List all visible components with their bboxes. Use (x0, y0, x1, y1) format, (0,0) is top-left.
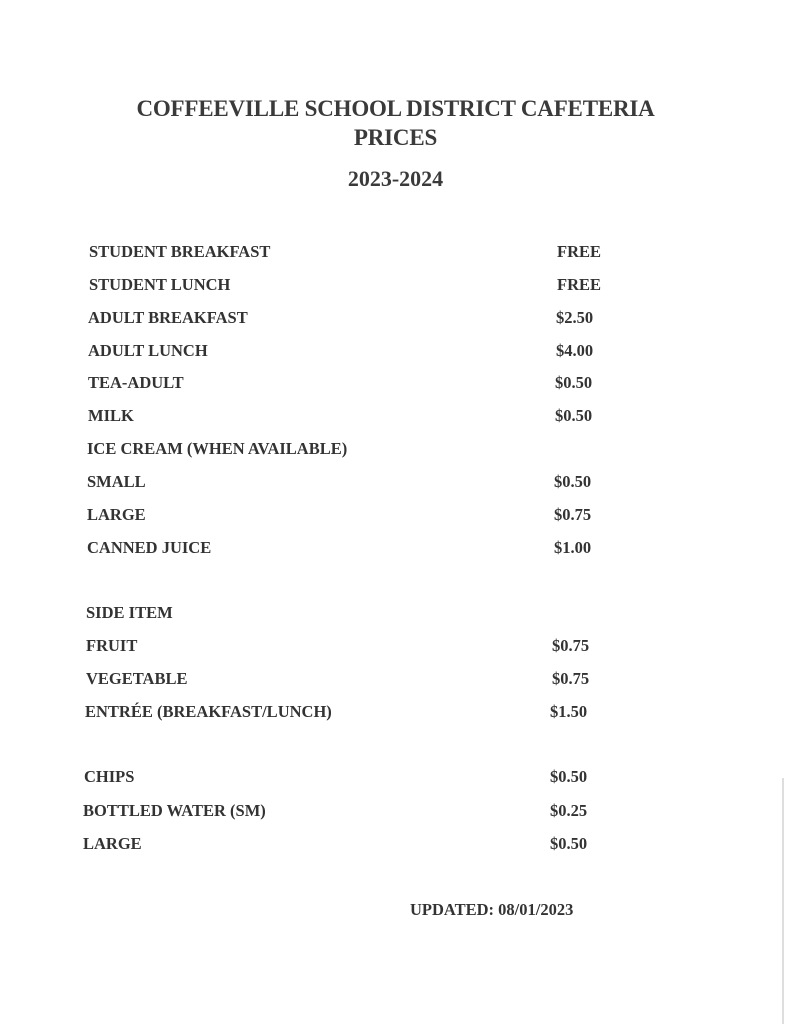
item-price: $1.50 (550, 702, 588, 721)
item-label: VEGETABLE (86, 669, 188, 688)
item-label: BOTTLED WATER (SM) (83, 801, 266, 820)
item-label: FRUIT (86, 636, 138, 655)
school-year: 2023-2024 (347, 166, 444, 191)
item-label: MILK (88, 406, 134, 425)
scan-edge-line (782, 778, 784, 1024)
item-label: ICE CREAM (WHEN AVAILABLE) (87, 439, 348, 458)
item-label: ADULT LUNCH (88, 341, 208, 360)
item-price: $0.75 (552, 669, 590, 688)
updated-date: UPDATED: 08/01/2023 (410, 900, 574, 919)
item-price: FREE (557, 275, 602, 294)
document-title: COFFEEVILLE SCHOOL DISTRICT CAFETERIA (136, 96, 655, 121)
item-label: ENTRÉE (BREAKFAST/LUNCH) (85, 702, 332, 721)
item-label: SIDE ITEM (86, 603, 173, 622)
item-price: $0.50 (555, 406, 593, 425)
item-price: $4.00 (556, 341, 594, 360)
item-label: TEA-ADULT (88, 373, 184, 392)
item-price: $0.50 (554, 472, 592, 491)
item-price: $0.75 (552, 636, 590, 655)
item-label: ADULT BREAKFAST (88, 308, 248, 327)
item-label: LARGE (83, 834, 142, 853)
document-title-line-2: PRICES (353, 125, 438, 150)
item-price: $0.50 (550, 834, 588, 853)
item-label: CANNED JUICE (87, 538, 212, 557)
item-label: LARGE (87, 505, 146, 524)
item-label: STUDENT LUNCH (89, 275, 231, 294)
item-price: $0.25 (550, 801, 588, 820)
item-label: STUDENT BREAKFAST (89, 242, 271, 261)
item-label: CHIPS (84, 767, 135, 786)
item-price: $0.50 (550, 767, 588, 786)
item-label: SMALL (87, 472, 146, 491)
item-price: $0.50 (555, 373, 593, 392)
item-price: FREE (557, 242, 602, 261)
item-price: $1.00 (554, 538, 592, 557)
item-price: $2.50 (556, 308, 594, 327)
item-price: $0.75 (554, 505, 592, 524)
